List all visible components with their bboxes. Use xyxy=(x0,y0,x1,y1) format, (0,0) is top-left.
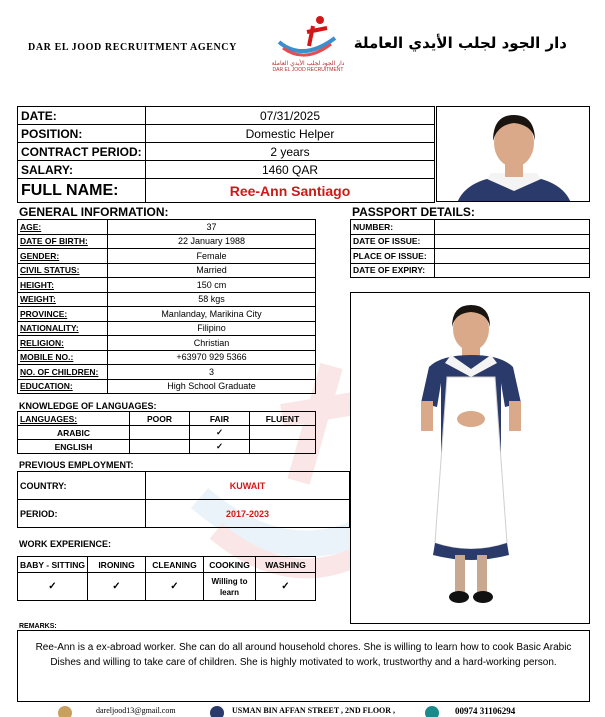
logo-english-text: DAR EL JOOD RECRUITMENT xyxy=(272,67,344,73)
info-value: Married xyxy=(108,263,316,278)
agency-logo xyxy=(268,12,348,82)
period-row xyxy=(18,500,350,528)
language-name: ENGLISH xyxy=(18,440,130,454)
language-fair: ✓ xyxy=(190,426,250,440)
logo-arabic-text: دار الجود لجلب الأيدي العاملة xyxy=(271,60,345,67)
contract-label: CONTRACT PERIOD: xyxy=(18,143,146,161)
contract-value: 2 years xyxy=(146,143,435,161)
summary-table xyxy=(17,106,435,203)
info-label: MOBILE NO.: xyxy=(18,350,108,365)
work-col-header: WASHING xyxy=(256,557,316,573)
footer-email: dareljood13@gmail.com xyxy=(96,706,176,715)
fair-col-header: FAIR xyxy=(190,412,250,426)
poor-col-header: POOR xyxy=(130,412,190,426)
info-row xyxy=(18,336,316,351)
language-name: ARABIC xyxy=(18,426,130,440)
agency-name-en: DAR EL JOOD RECRUITMENT AGENCY xyxy=(28,42,237,53)
footer xyxy=(0,703,605,717)
info-row xyxy=(18,234,316,249)
salary-label: SALARY: xyxy=(18,161,146,179)
full-body-photo xyxy=(350,292,590,624)
info-row xyxy=(18,249,316,264)
logo-icon xyxy=(273,12,343,60)
location-icon xyxy=(210,706,224,717)
languages-header-row xyxy=(18,412,316,426)
full-name-label: FULL NAME: xyxy=(18,179,146,203)
position-label: POSITION: xyxy=(18,125,146,143)
work-experience-title: WORK EXPERIENCE: xyxy=(19,539,112,549)
work-value: ✓ xyxy=(146,573,204,601)
info-value: +63970 929 5366 xyxy=(108,350,316,365)
info-row xyxy=(18,220,316,235)
name-row xyxy=(18,179,435,203)
email-icon xyxy=(58,706,72,717)
info-label: DATE OF EXPIRY: xyxy=(351,263,435,278)
info-value: Manlanday, Marikina City xyxy=(108,307,316,322)
info-label: PLACE OF ISSUE: xyxy=(351,249,435,264)
work-col-header: BABY - SITTING xyxy=(18,557,88,573)
work-col-header: COOKING xyxy=(204,557,256,573)
language-fair: ✓ xyxy=(190,440,250,454)
work-experience-table xyxy=(17,556,316,601)
remarks-box: Ree-Ann is a ex-abroad worker. She can do all around household chores. She is willing to learn how to cook Basic Arabic Dishes and willing to take care of children. She is highly motivated to work, trustworthy and a hard-working person. xyxy=(17,630,590,702)
info-label: WEIGHT: xyxy=(18,292,108,307)
info-row xyxy=(18,379,316,394)
info-label: GENDER: xyxy=(18,249,108,264)
language-fluent xyxy=(250,440,316,454)
info-label: NO. OF CHILDREN: xyxy=(18,365,108,380)
info-value: 22 January 1988 xyxy=(108,234,316,249)
passport-table xyxy=(350,219,590,278)
info-value xyxy=(435,249,590,264)
agency-name-ar: دار الجود لجلب الأيدي العاملة xyxy=(353,34,567,52)
info-row xyxy=(18,292,316,307)
info-value: Filipino xyxy=(108,321,316,336)
info-value: Christian xyxy=(108,336,316,351)
info-row xyxy=(351,263,590,278)
work-value: ✓ xyxy=(88,573,146,601)
country-value: KUWAIT xyxy=(146,472,350,500)
info-label: RELIGION: xyxy=(18,336,108,351)
info-row xyxy=(18,350,316,365)
contract-row xyxy=(18,143,435,161)
country-row xyxy=(18,472,350,500)
period-label: PERIOD: xyxy=(18,500,146,528)
work-col-header: CLEANING xyxy=(146,557,204,573)
portrait-photo xyxy=(436,106,590,202)
info-row xyxy=(18,307,316,322)
general-info-title: GENERAL INFORMATION: xyxy=(19,205,169,219)
date-label: DATE: xyxy=(18,107,146,125)
info-label: CIVIL STATUS: xyxy=(18,263,108,278)
info-value: 150 cm xyxy=(108,278,316,293)
info-value xyxy=(435,220,590,235)
work-values-row xyxy=(18,573,316,601)
position-value: Domestic Helper xyxy=(146,125,435,143)
info-label: AGE: xyxy=(18,220,108,235)
full-name-value: Ree-Ann Santiago xyxy=(146,179,435,203)
general-info-table xyxy=(17,219,316,394)
info-row xyxy=(351,220,590,235)
info-row xyxy=(351,234,590,249)
info-row xyxy=(18,321,316,336)
employment-title: PREVIOUS EMPLOYMENT: xyxy=(19,460,134,470)
info-row xyxy=(351,249,590,264)
work-col-header: IRONING xyxy=(88,557,146,573)
info-label: DATE OF BIRTH: xyxy=(18,234,108,249)
language-poor xyxy=(130,440,190,454)
date-value: 07/31/2025 xyxy=(146,107,435,125)
footer-phone: 00974 31106294 xyxy=(455,706,516,716)
salary-row xyxy=(18,161,435,179)
info-row xyxy=(18,278,316,293)
country-label: COUNTRY: xyxy=(18,472,146,500)
info-row xyxy=(18,365,316,380)
info-label: DATE OF ISSUE: xyxy=(351,234,435,249)
work-value: ✓ xyxy=(18,573,88,601)
position-row xyxy=(18,125,435,143)
info-row xyxy=(18,263,316,278)
info-value: 37 xyxy=(108,220,316,235)
passport-title: PASSPORT DETAILS: xyxy=(352,205,475,219)
language-fluent xyxy=(250,426,316,440)
info-label: EDUCATION: xyxy=(18,379,108,394)
language-poor xyxy=(130,426,190,440)
work-value: ✓ xyxy=(256,573,316,601)
date-row xyxy=(18,107,435,125)
period-value: 2017-2023 xyxy=(146,500,350,528)
info-value: Female xyxy=(108,249,316,264)
info-label: NUMBER: xyxy=(351,220,435,235)
work-value: Willing to learn xyxy=(204,573,256,601)
languages-table xyxy=(17,411,316,454)
info-value: 3 xyxy=(108,365,316,380)
remarks-title: REMARKS: xyxy=(19,623,57,630)
footer-address: USMAN BIN AFFAN STREET , 2ND FLOOR , xyxy=(232,706,396,715)
employment-table xyxy=(17,471,350,528)
phone-icon xyxy=(425,706,439,717)
info-label: NATIONALITY: xyxy=(18,321,108,336)
info-value xyxy=(435,234,590,249)
language-row-arabic xyxy=(18,426,316,440)
language-row-english xyxy=(18,440,316,454)
info-value: 58 kgs xyxy=(108,292,316,307)
fluent-col-header: FLUENT xyxy=(250,412,316,426)
languages-title: KNOWLEDGE OF LANGUAGES: xyxy=(19,401,157,411)
salary-value: 1460 QAR xyxy=(146,161,435,179)
info-label: HEIGHT: xyxy=(18,278,108,293)
info-value xyxy=(435,263,590,278)
work-header-row xyxy=(18,557,316,573)
languages-col-header: LANGUAGES: xyxy=(18,412,130,426)
info-label: PROVINCE: xyxy=(18,307,108,322)
info-value: High School Graduate xyxy=(108,379,316,394)
